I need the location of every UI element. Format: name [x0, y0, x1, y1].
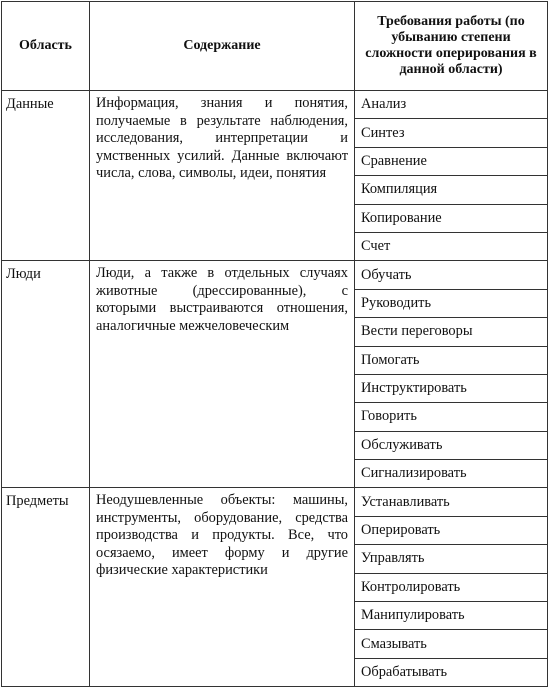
requirement-cell: Манипулировать: [355, 602, 548, 630]
requirement-cell: Контролировать: [355, 573, 548, 601]
area-cell-data: Данные: [2, 91, 90, 261]
work-requirements-table: [1, 1, 548, 687]
area-cell-things: Предметы: [2, 488, 90, 687]
requirement-cell: Помогать: [355, 346, 548, 374]
requirement-cell: Обслуживать: [355, 431, 548, 459]
table-row: [2, 488, 548, 516]
header-area: Область: [2, 2, 90, 91]
header-row: [2, 2, 548, 91]
requirement-cell: Сигнализировать: [355, 460, 548, 488]
header-requirements: Требования работы (по убыванию степени сложности оперирования в данной области): [355, 2, 548, 91]
requirement-cell: Обучать: [355, 261, 548, 289]
requirement-cell: Руководить: [355, 289, 548, 317]
requirement-cell: Счет: [355, 232, 548, 260]
content-cell-data: Информация, знания и понятия, получаемые в результате наблюдения, исследования, интерпретации и умственных усилий. Данные включают числа, слова, символы, идеи, понятия: [90, 91, 355, 261]
content-cell-people: Люди, а также в отдельных случаях животные (дрессированные), с которыми выстраиваются отношения, аналогичные межчеловеческим: [90, 261, 355, 488]
content-cell-things: Неодушевленные объекты: машины, инструменты, оборудование, средства производства и продукты. Все, что осязаемо, имеет форму и другие физические характеристики: [90, 488, 355, 687]
requirement-cell: Копирование: [355, 204, 548, 232]
requirement-cell: Синтез: [355, 119, 548, 147]
requirement-cell: Инструктировать: [355, 374, 548, 402]
requirement-cell: Управлять: [355, 545, 548, 573]
requirement-cell: Устанавливать: [355, 488, 548, 516]
requirement-cell: Анализ: [355, 91, 548, 119]
requirement-cell: Компиляция: [355, 176, 548, 204]
table-row: [2, 91, 548, 119]
header-content: Содержание: [90, 2, 355, 91]
requirement-cell: Обрабатывать: [355, 658, 548, 686]
requirement-cell: Вести переговоры: [355, 318, 548, 346]
requirement-cell: Смазывать: [355, 630, 548, 658]
area-cell-people: Люди: [2, 261, 90, 488]
table-row: [2, 261, 548, 289]
requirement-cell: Оперировать: [355, 516, 548, 544]
requirement-cell: Сравнение: [355, 147, 548, 175]
requirement-cell: Говорить: [355, 403, 548, 431]
